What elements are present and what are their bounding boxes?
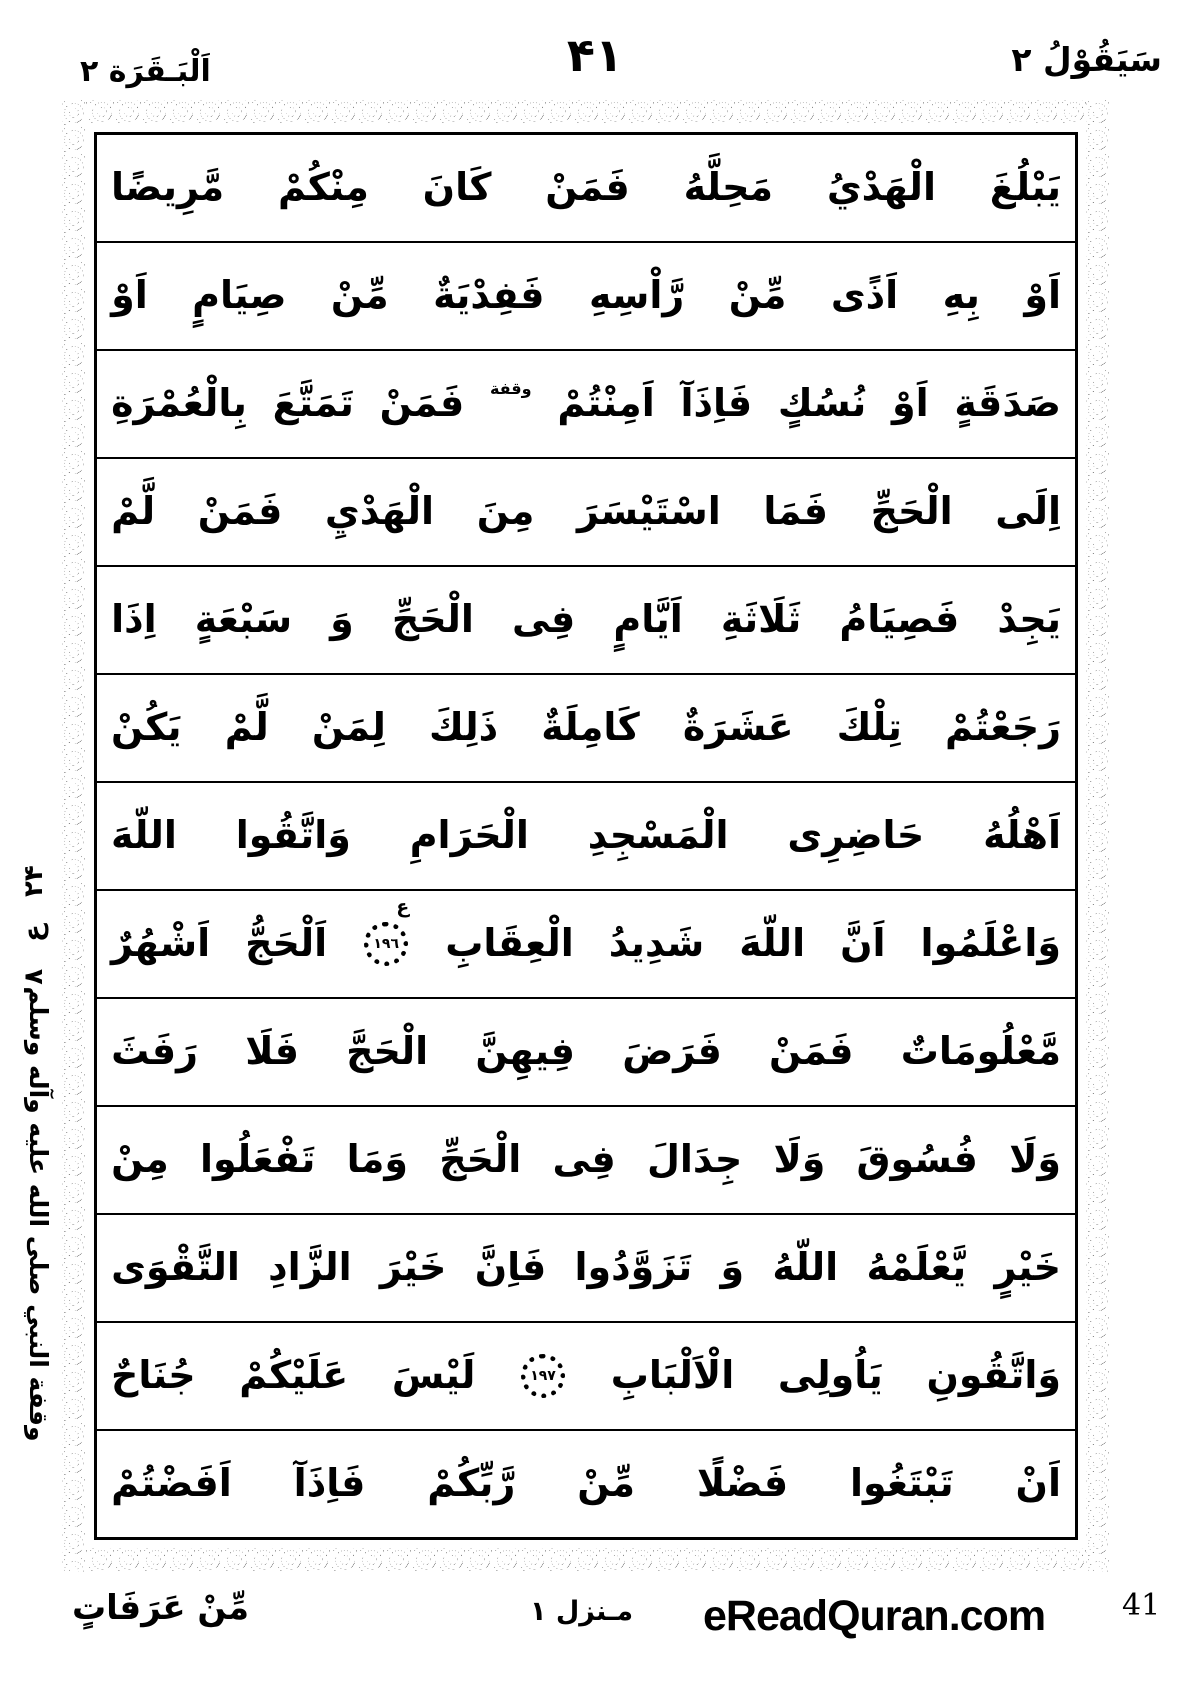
quran-line	[97, 1323, 1075, 1431]
quran-word: جُنَاحٌ	[111, 1353, 196, 1398]
quran-word: الْحَجَّ	[346, 1029, 429, 1074]
quran-word: اَوْ	[891, 381, 929, 426]
quran-word: رَجَعْتُمْ	[944, 705, 1061, 750]
quran-word: لَّمْ	[111, 489, 156, 534]
quran-word: تَبْتَغُوا	[850, 1461, 954, 1506]
quran-line	[97, 675, 1075, 783]
quran-word: الزَّادِ	[268, 1245, 352, 1290]
quran-word: مَحِلَّهُ	[683, 165, 774, 210]
quran-word: وَاعْلَمُوا	[920, 921, 1061, 966]
ruku-ain-mark: ع	[396, 896, 410, 918]
quran-word: اِلَى	[995, 489, 1061, 534]
waqf-note-inline: وقفة	[489, 379, 532, 399]
footer-manzil-label: مـنزل ۱	[530, 1596, 634, 1627]
header-juz-name: سَيَقُوْلُ ٢	[1011, 40, 1162, 79]
quran-word: اَمِنْتُمْ	[557, 381, 655, 426]
quran-word: وَ	[720, 1245, 745, 1290]
quran-word: فَاِنَّ	[474, 1245, 547, 1290]
quran-word: فَلَا	[245, 1029, 299, 1074]
quran-word: وَاتَّقُوا	[235, 813, 351, 858]
quran-word: لِمَنْ	[311, 705, 386, 750]
quran-word: يَكُنْ	[111, 705, 182, 750]
quran-word: رَّاْسِهِ	[588, 273, 685, 318]
verse-number: ١٩٧	[530, 1368, 556, 1384]
quran-word: تِلْكَ	[836, 705, 902, 750]
quran-word: اَفَضْتُمْ	[111, 1461, 232, 1506]
quran-line	[97, 1215, 1075, 1323]
quran-word: اَنَّ	[840, 921, 886, 966]
quran-word: وَلَا	[773, 1137, 826, 1182]
quran-word: اِذَا	[111, 597, 157, 642]
quran-word: فَمَنْ	[768, 1029, 854, 1074]
quran-word: فَاِذَآ	[293, 1461, 366, 1506]
quran-word: حَاضِرِى	[787, 813, 925, 858]
frame-ornament-bottom	[62, 1548, 1110, 1572]
quran-line	[97, 459, 1075, 567]
quran-word: ذَلِكَ	[428, 705, 499, 750]
quran-word: اَلْحَجُّ	[245, 921, 328, 966]
footer-website: eReadQuran.com	[703, 1592, 1046, 1640]
verse-end-rosette	[364, 896, 410, 966]
quran-word: صَدَقَةٍ	[954, 381, 1061, 426]
header-surah-name: اَلْبَـقَرَة ٢	[80, 54, 211, 89]
quran-word: مِنْ	[111, 1137, 169, 1182]
quran-line	[97, 351, 1075, 459]
quran-word: اَهْلُهُ	[983, 813, 1061, 858]
quran-word: مَّعْلُومَاتٌ	[900, 1029, 1061, 1074]
ornamental-frame	[62, 100, 1110, 1572]
quran-word: مِّنْ	[577, 1461, 635, 1506]
quran-word: رَّبِّكُمْ	[427, 1461, 516, 1506]
quran-word: مَّرِيضًا	[111, 165, 225, 210]
quran-word: خَيْرٍ	[994, 1245, 1061, 1290]
quran-line	[97, 567, 1075, 675]
quran-word: اسْتَيْسَرَ	[577, 489, 721, 534]
quran-line	[97, 135, 1075, 243]
quran-word: اَوْ	[111, 273, 148, 318]
verse-end-rosette	[521, 1354, 565, 1398]
quran-word: اَنْ	[1015, 1461, 1061, 1506]
quran-word: الْحَجِّ	[870, 489, 953, 534]
quran-word: تَمَتَّعَ	[272, 381, 354, 426]
quran-word: وَلَا	[1009, 1137, 1061, 1182]
quran-line	[97, 1107, 1075, 1215]
quran-word: وَ	[330, 597, 354, 642]
quran-word: فَمَنْ	[545, 165, 630, 210]
quran-word: فَفِدْيَةٌ	[433, 273, 545, 318]
quran-word: فَضْلًا	[696, 1461, 789, 1506]
quran-word: لَّمْ	[224, 705, 269, 750]
quran-word: رَفَثَ	[111, 1029, 199, 1074]
quran-word: سَبْعَةٍ	[194, 597, 293, 642]
quran-word: تَزَوَّدُوا	[574, 1245, 693, 1290]
quran-word: اَيَّامٍ	[613, 597, 683, 642]
quran-word: اللّهَ	[739, 921, 806, 966]
verse-number: ١٩٦	[373, 936, 400, 952]
quran-word: يَّعْلَمْهُ	[866, 1245, 967, 1290]
margin-ruku-marker: ۲۴ ع ۸	[19, 865, 49, 985]
quran-word: ثَلَاثَةِ	[720, 597, 802, 642]
quran-word: شَدِيدُ	[608, 921, 705, 966]
header-page-number-urdu: ۴۱	[566, 28, 624, 82]
quran-word: فُسُوقَ	[856, 1137, 978, 1182]
quran-word: الْهَدْيِ	[324, 489, 435, 534]
quran-word: التَّقْوَى	[111, 1245, 240, 1290]
frame-ornament-right	[1086, 100, 1110, 1572]
quran-word: اَوْ	[1024, 273, 1061, 318]
quran-word: فَصِيَامُ	[839, 597, 960, 642]
quran-word: الْمَسْجِدِ	[587, 813, 729, 858]
quran-word: فِيهِنَّ	[475, 1029, 576, 1074]
quran-line	[97, 783, 1075, 891]
margin-waqf-note: وقفة النبي صلى الله عليه وآله وسلم	[24, 986, 53, 1442]
footer-catchword: مِّنْ عَرَفَاتٍ	[72, 1588, 250, 1628]
quran-word: فَمَنْ	[197, 489, 283, 534]
quran-word: نُسُكٍ	[777, 381, 867, 426]
quran-word: بِالْعُمْرَةِ	[111, 381, 247, 426]
quran-word: الْهَدْيُ	[826, 165, 936, 210]
quran-word: فَمَنْ	[379, 381, 465, 426]
quran-word: بِهِ	[942, 273, 980, 318]
quran-word: فِى	[552, 1137, 616, 1182]
quran-word: اللّهَ	[111, 813, 177, 858]
quran-word: تَفْعَلُوا	[199, 1137, 316, 1182]
quran-word: لَيْسَ	[391, 1353, 476, 1398]
quran-line	[97, 891, 1075, 999]
quran-line	[97, 999, 1075, 1107]
quran-word: اللّهُ	[772, 1245, 839, 1290]
quran-word: مِّنْ	[728, 273, 787, 318]
quran-line	[97, 243, 1075, 351]
quran-word: اَشْهُرٌ	[111, 921, 211, 966]
frame-ornament-top	[62, 100, 1110, 124]
quran-word: الْاَلْبَابِ	[610, 1353, 735, 1398]
quran-word: الْحَجِّ	[391, 597, 474, 642]
quran-lines	[94, 132, 1078, 1540]
quran-word: عَشَرَةٌ	[682, 705, 794, 750]
quran-word: فَرَضَ	[622, 1029, 722, 1074]
quran-line	[97, 1431, 1075, 1537]
quran-word: فِى	[511, 597, 576, 642]
quran-word: عَلَيْكُمْ	[239, 1353, 349, 1398]
quran-word: الْحَجِّ	[439, 1137, 522, 1182]
quran-word: مِنَ	[476, 489, 535, 534]
quran-word: جِدَالَ	[646, 1137, 743, 1182]
quran-word: كَامِلَةٌ	[541, 705, 640, 750]
frame-ornament-left	[62, 100, 86, 1572]
quran-word: وَاتَّقُونِ	[926, 1353, 1061, 1398]
quran-word: يَاُولِى	[777, 1353, 883, 1398]
quran-word: كَانَ	[422, 165, 492, 210]
quran-word: صِيَامٍ	[192, 273, 287, 318]
quran-word: الْعِقَابِ	[445, 921, 574, 966]
quran-word: الْحَرَامِ	[409, 813, 529, 858]
quran-word: يَجِدْ	[997, 597, 1061, 642]
footer-page-number: 41	[1122, 1588, 1161, 1623]
quran-word: فَاِذَآ	[680, 381, 753, 426]
quran-word: مِنْكُمْ	[277, 165, 369, 210]
quran-word: يَبْلُغَ	[989, 165, 1061, 210]
quran-word: وَمَا	[346, 1137, 409, 1182]
quran-word: فَمَا	[763, 489, 828, 534]
quran-word: مِّنْ	[330, 273, 389, 318]
quran-word: خَيْرَ	[379, 1245, 447, 1290]
quran-word: اَذًى	[830, 273, 899, 318]
